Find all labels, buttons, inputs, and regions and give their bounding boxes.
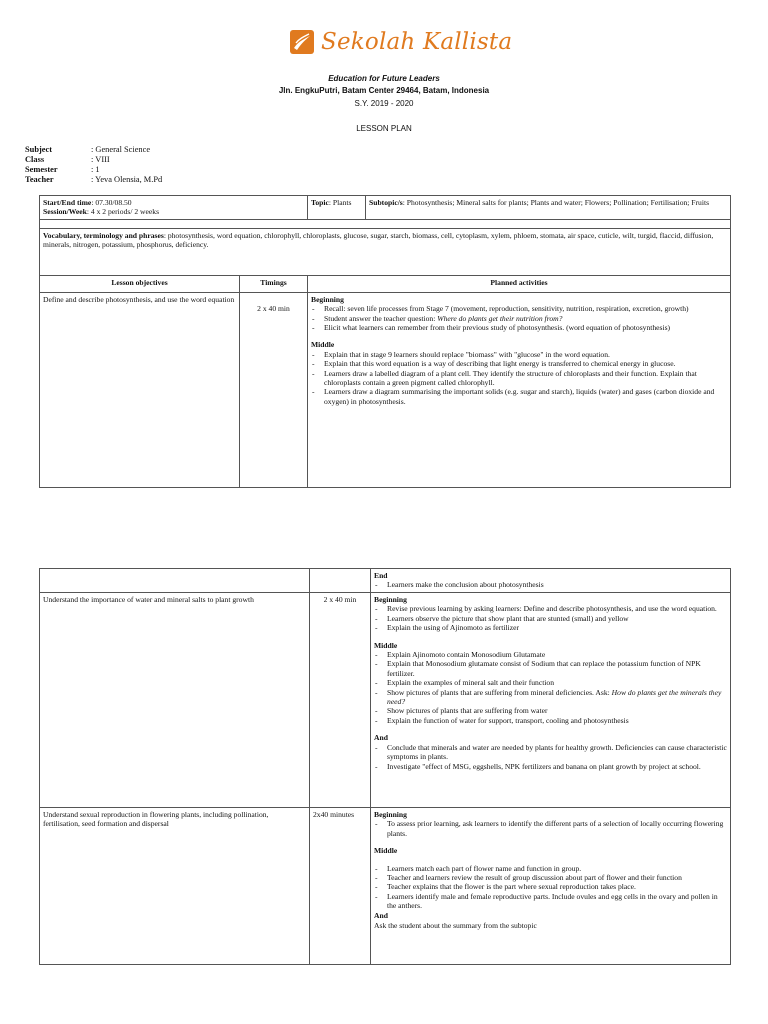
list-item: - Learners observe the picture that show plant that are stunted (small) and yellow <box>374 614 727 623</box>
column-header-activities: Planned activities <box>308 275 731 292</box>
info-value: : Yeva Olensia, M.Pd <box>91 175 163 184</box>
list-item: - Explain that this word equation is a way of describing that light energy is transferred to chemical energy in glucose. <box>311 359 727 368</box>
activity-list <box>374 650 727 725</box>
table-row-photosynthesis <box>40 292 731 487</box>
table-row-column-headers <box>40 275 731 292</box>
section-label-end: End <box>374 571 388 580</box>
list-item: - Teacher and learners review the result of group discussion about part of flower and their function <box>374 873 727 882</box>
list-item <box>311 314 727 323</box>
subtopic-label: Subtopic/s <box>369 198 403 207</box>
list-item: - Conclude that minerals and water are needed by plants for healthy growth. Deficiencies can cause characteristic symptoms in plants. <box>374 743 727 762</box>
lesson-info <box>25 145 162 185</box>
list-item: - Explain that Monosodium glutamate consist of Sodium that can replace the potassium function of NPK fertilizer. <box>374 659 727 678</box>
schedule-cell <box>40 196 308 220</box>
lesson-plan-table-1 <box>39 195 731 488</box>
list-item: - Learners draw a labelled diagram of a plant cell. They identify the structure of chloroplasts and their function. Explain that chloroplasts contain a green pigment called chlorophyll. <box>311 369 727 388</box>
list-item: - Investigate "effect of MSG, eggshells, NPK fertilizers and banana on plant growth by project at school. <box>374 762 727 771</box>
start-end-value: : 07.30/08.50 <box>91 198 132 207</box>
list-item: - Elicit what learners can remember from their previous study of photosynthesis. (word equation of photosynthesis) <box>311 323 727 332</box>
info-row-teacher <box>25 175 162 185</box>
table-row-schedule <box>40 196 731 220</box>
topic-value: : Plants <box>328 198 352 207</box>
topic-cell <box>308 196 366 220</box>
table-row-vocabulary <box>40 228 731 275</box>
objective-cell: Understand the importance of water and mineral salts to plant growth <box>40 593 310 808</box>
school-address: Jln. EngkuPutri, Batam Center 29464, Batam, Indonesia <box>278 86 490 95</box>
session-value: : 4 x 2 periods/ 2 weeks <box>86 207 160 217</box>
list-item: - Explain that in stage 9 learners should replace "biomass" with "glucose" in the word equation. <box>311 350 727 359</box>
activities-cell <box>308 292 731 487</box>
section-label-beginning: Beginning <box>374 810 407 819</box>
info-label: Class <box>25 155 45 164</box>
list-item: - Explain the function of water for support, transport, cooling and photosynthesis <box>374 716 727 725</box>
spacer-cell <box>40 219 731 228</box>
table-row-water-minerals <box>40 593 731 808</box>
document-title: LESSON PLAN <box>356 124 412 133</box>
lesson-plan-table-2 <box>39 568 731 965</box>
info-value: : VIII <box>91 155 110 164</box>
question-text: Where do plants get their nutrition from? <box>437 313 563 323</box>
list-item: - Explain the using of Ajinomoto as fertilizer <box>374 623 727 632</box>
start-end-label: Start/End time <box>43 198 92 207</box>
school-motto: Education for Future Leaders <box>328 74 440 83</box>
summary-text: Ask the student about the summary from the subtopic <box>374 921 537 931</box>
section-label-end: And <box>374 910 388 920</box>
info-label: Subject <box>25 145 52 154</box>
question-prefix: Student answer the teacher question: <box>324 313 438 323</box>
activity-list <box>374 604 727 632</box>
objective-cell: Define and describe photosynthesis, and use the word equation <box>40 292 240 487</box>
info-label: Teacher <box>25 175 54 184</box>
activities-cell <box>371 808 731 965</box>
activity-list <box>374 580 727 589</box>
timing-cell: 2x40 minutes <box>310 808 371 965</box>
session-label: Session/Week <box>43 207 87 217</box>
info-value: : General Science <box>91 145 151 154</box>
list-item: - Learners make the conclusion about photosynthesis <box>374 580 727 589</box>
list-item: - Revise previous learning by asking learners: Define and describe photosynthesis, and use the word equation. <box>374 604 727 613</box>
list-item: - Explain Ajinomoto contain Monosodium Glutamate <box>374 650 727 659</box>
school-year: S.Y. 2019 - 2020 <box>354 99 414 108</box>
timing-cell: 2 x 40 min <box>310 593 371 808</box>
list-item: - Show pictures of plants that are suffering from water <box>374 706 727 715</box>
list-item: - Learners identify male and female reproductive parts. Include ovules and egg cells in the ovary and pollen in the anthers. <box>374 892 727 911</box>
vocabulary-cell <box>40 228 731 275</box>
activities-cell <box>371 593 731 808</box>
info-value: : 1 <box>91 165 100 174</box>
list-item: - Explain the examples of mineral salt and their function <box>374 678 727 687</box>
info-row-semester <box>25 165 162 175</box>
objective-cell <box>40 569 310 593</box>
vocabulary-label: Vocabulary, terminology and phrases <box>43 230 164 240</box>
topic-label: Topic <box>311 198 329 207</box>
list-item: - Learners draw a diagram summarising the important solids (e.g. sugar and starch), liquids (water) and gases (carbon dioxide and oxygen) in photosynthesis. <box>311 387 727 406</box>
column-header-objectives: Lesson objectives <box>40 275 240 292</box>
timing-cell: 2 x 40 min <box>240 292 308 487</box>
table-row-end-photosynthesis <box>40 569 731 593</box>
table-row-reproduction <box>40 808 731 965</box>
section-label-middle: Middle <box>311 340 335 350</box>
deficiency-prefix: Show pictures of plants that are suffering from mineral deficiencies. Ask: <box>387 687 612 697</box>
section-label-beginning: Beginning <box>374 595 407 604</box>
section-label-middle: Middle <box>374 640 398 650</box>
deficiency-question: How do plants get the minerals they need? <box>387 687 722 707</box>
list-item: - Learners match each part of flower name and function in group. <box>374 864 727 873</box>
subtopic-value: : Photosynthesis; Mineral salts for plants; Plants and water; Flowers; Pollination; Fertilisation; Fruits <box>402 198 710 207</box>
activity-list <box>311 304 727 332</box>
list-item: - Recall: seven life processes from Stage 7 (movement, reproduction, sensitivity, nutrition, respiration, excretion, growth) <box>311 304 727 313</box>
flame-book-logo-icon <box>288 28 318 56</box>
section-label-middle: Middle <box>374 846 398 856</box>
column-header-timings: Timings <box>240 275 308 292</box>
activity-list <box>374 864 727 911</box>
objective-cell: Understand sexual reproduction in flowering plants, including pollination, fertilisation, seed formation and dispersal <box>40 808 310 965</box>
school-logo <box>288 28 512 56</box>
section-label-end: And <box>374 733 388 743</box>
vocabulary-text: : photosynthesis, word equation, chlorophyll, chloroplasts, glucose, sugar, starch, biomass, cell, cytoplasm, xylem, phloem, stomata, air space, cuticle, wilt, turgid, flaccid, diffusion, minerals, nitrogen, potassium, phosphorus, deficiency. <box>43 230 714 250</box>
info-label: Semester <box>25 165 58 174</box>
section-label-beginning: Beginning <box>311 294 344 304</box>
timing-cell <box>310 569 371 593</box>
activity-list <box>311 350 727 406</box>
activities-cell <box>371 569 731 593</box>
list-item: - To assess prior learning, ask learners to identify the different parts of a selection of locally occurring flowering plants. <box>374 819 727 838</box>
activity-list <box>374 819 727 838</box>
list-item <box>374 688 727 707</box>
info-row-class <box>25 155 162 165</box>
info-row-subject <box>25 145 162 155</box>
activity-list <box>374 743 727 771</box>
list-item: - Teacher explains that the flower is the part where sexual reproduction takes place. <box>374 882 727 891</box>
subtopic-cell <box>366 196 731 220</box>
school-name: Sekolah Kallista <box>321 29 513 55</box>
table-row-spacer <box>40 219 731 228</box>
